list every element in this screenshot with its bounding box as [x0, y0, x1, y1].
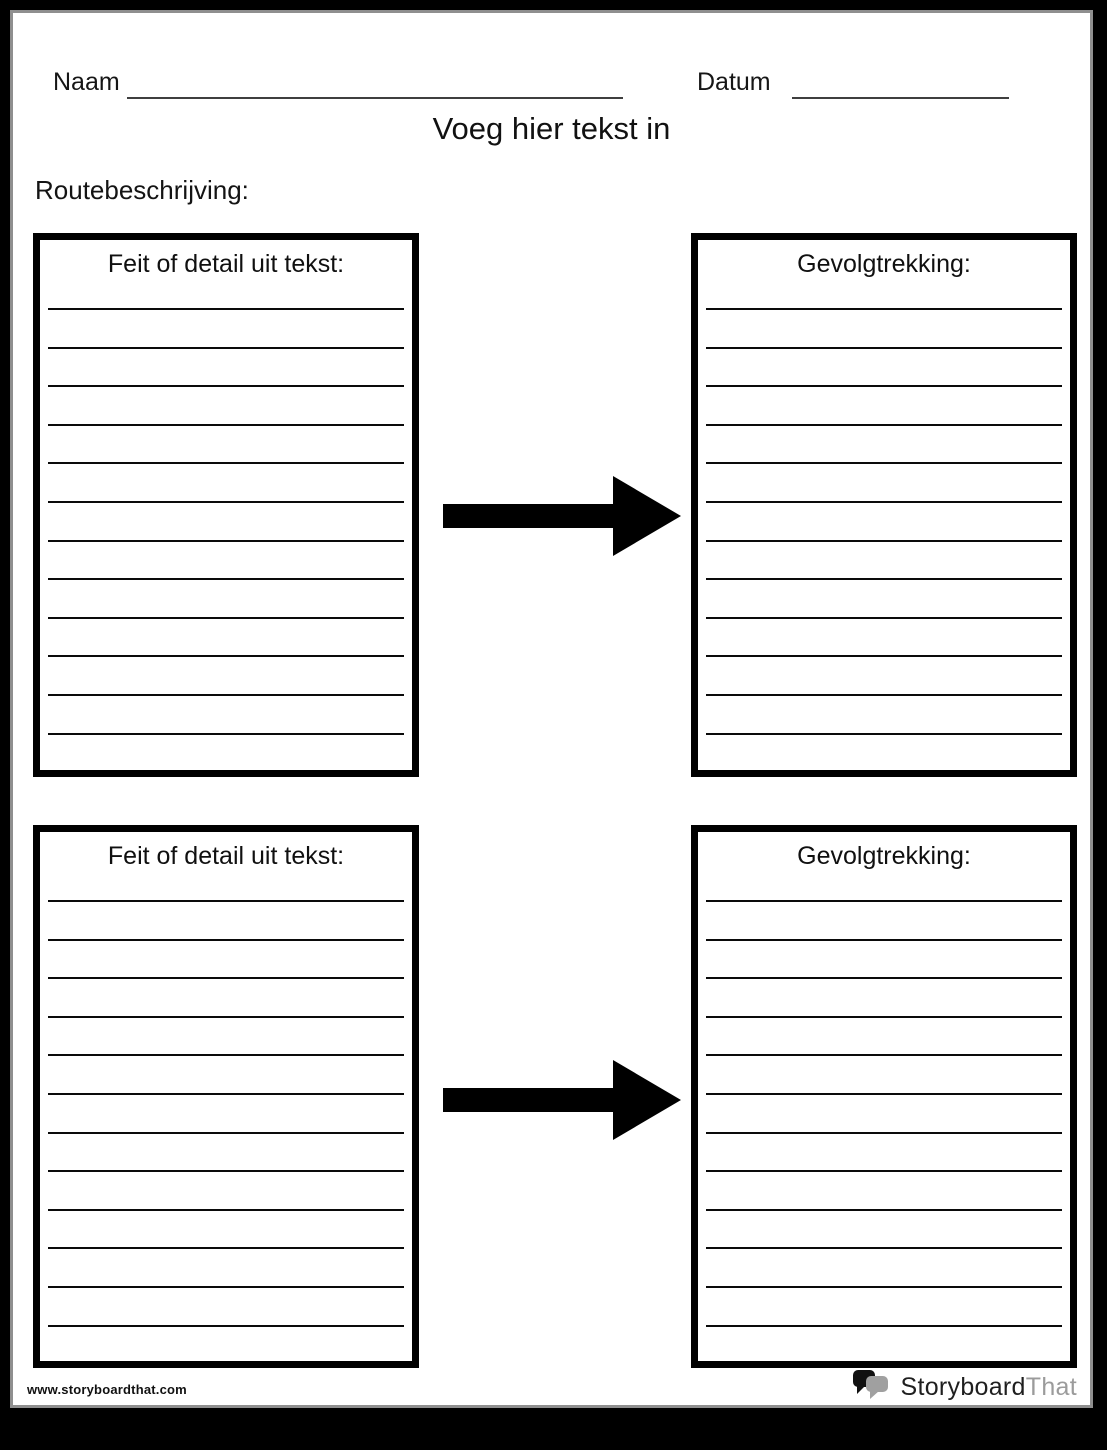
ruled-line: [48, 1286, 404, 1288]
ruled-line: [706, 424, 1062, 426]
ruled-line: [48, 385, 404, 387]
fact-box-header: Feit of detail uit tekst:: [107, 250, 345, 278]
conclusion-box-header: Gevolgtrekking:: [797, 250, 971, 278]
ruled-line: [706, 1016, 1062, 1018]
writing-lines: [706, 308, 1062, 762]
ruled-line: [48, 1209, 404, 1211]
date-label: Datum: [697, 68, 771, 96]
writing-lines: [48, 900, 404, 1353]
ruled-line: [706, 385, 1062, 387]
ruled-line: [48, 540, 404, 542]
writing-lines: [48, 308, 404, 762]
ruled-line: [48, 578, 404, 580]
ruled-line: [706, 462, 1062, 464]
name-write-line: [127, 73, 623, 99]
writing-lines: [706, 900, 1062, 1353]
date-write-line: [792, 73, 1009, 99]
arrow-right-icon: [443, 1055, 683, 1145]
ruled-line: [48, 1016, 404, 1018]
conclusion-box-row1: [691, 233, 1077, 777]
fact-box-row2: [33, 825, 419, 1368]
ruled-line: [48, 733, 404, 735]
name-label: Naam: [53, 68, 120, 96]
ruled-line: [48, 900, 404, 902]
ruled-line: [48, 1247, 404, 1249]
ruled-line: [706, 655, 1062, 657]
ruled-line: [706, 1093, 1062, 1095]
worksheet-title: Voeg hier tekst in: [432, 111, 671, 146]
ruled-line: [706, 540, 1062, 542]
ruled-line: [706, 347, 1062, 349]
ruled-line: [48, 655, 404, 657]
ruled-line: [706, 1247, 1062, 1249]
ruled-line: [48, 347, 404, 349]
ruled-line: [48, 501, 404, 503]
conclusion-box-header: Gevolgtrekking:: [797, 842, 971, 870]
ruled-line: [706, 977, 1062, 979]
ruled-line: [48, 939, 404, 941]
ruled-line: [706, 1286, 1062, 1288]
ruled-line: [706, 900, 1062, 902]
ruled-line: [48, 424, 404, 426]
worksheet-page: [10, 10, 1093, 1408]
ruled-line: [706, 694, 1062, 696]
ruled-line: [48, 694, 404, 696]
ruled-line: [48, 1170, 404, 1172]
website-url: www.storyboardthat.com: [27, 1382, 187, 1397]
ruled-line: [706, 617, 1062, 619]
ruled-line: [48, 308, 404, 310]
ruled-line: [48, 977, 404, 979]
ruled-line: [706, 501, 1062, 503]
fact-box-row1: [33, 233, 419, 777]
ruled-line: [706, 1132, 1062, 1134]
ruled-line: [48, 617, 404, 619]
ruled-line: [706, 578, 1062, 580]
ruled-line: [48, 1132, 404, 1134]
ruled-line: [48, 1093, 404, 1095]
ruled-line: [48, 1325, 404, 1327]
ruled-line: [706, 939, 1062, 941]
section-label: Routebeschrijving:: [35, 175, 249, 205]
ruled-line: [706, 1170, 1062, 1172]
ruled-line: [706, 308, 1062, 310]
ruled-line: [48, 462, 404, 464]
conclusion-box-row2: [691, 825, 1077, 1368]
fact-box-header: Feit of detail uit tekst:: [107, 842, 345, 870]
ruled-line: [706, 1054, 1062, 1056]
ruled-line: [706, 1325, 1062, 1327]
ruled-line: [706, 1209, 1062, 1211]
ruled-line: [48, 1054, 404, 1056]
logo-wordmark: [900, 1373, 1077, 1402]
speech-bubbles-icon: [852, 1369, 894, 1405]
storyboardthat-logo: [852, 1367, 1077, 1407]
ruled-line: [706, 733, 1062, 735]
arrow-right-icon: [443, 471, 683, 561]
logo-text-primary: Storyboard: [900, 1372, 1026, 1401]
logo-text-secondary: That: [1025, 1372, 1077, 1401]
